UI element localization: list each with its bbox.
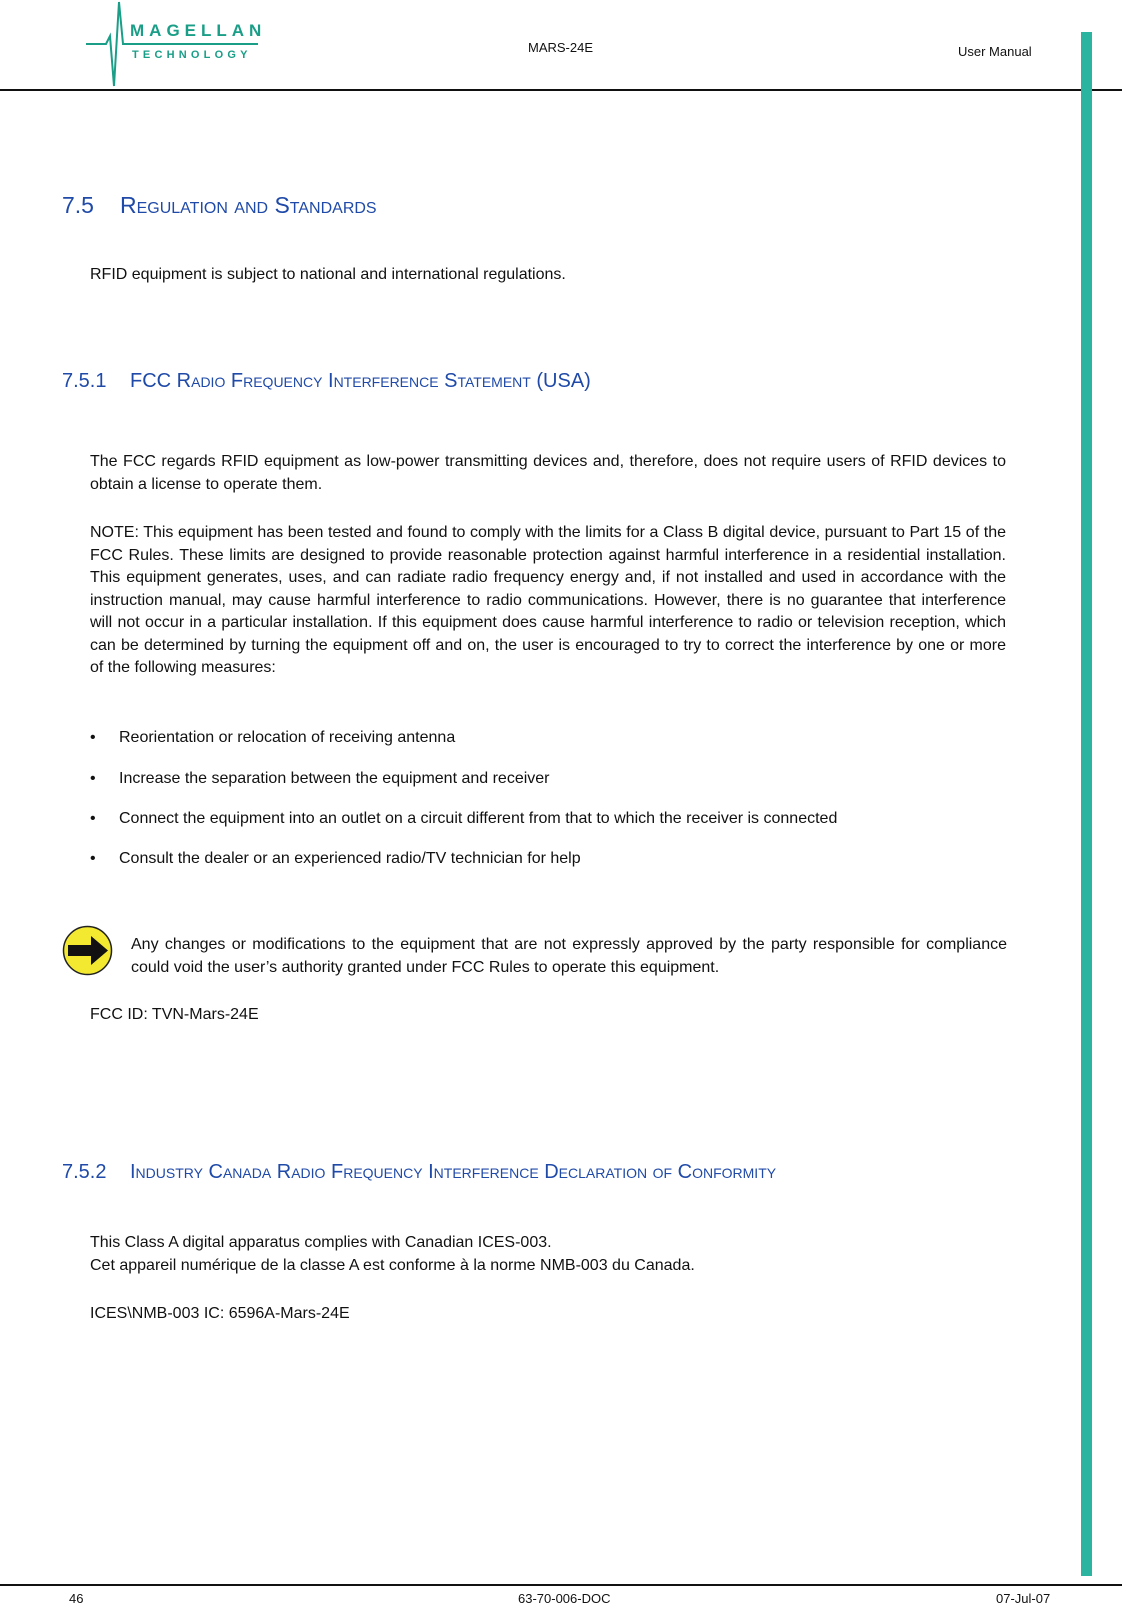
canada-heading (62, 1161, 776, 1184)
fcc-id: FCC ID: TVN-Mars-24E (90, 1006, 259, 1023)
section-intro: RFID equipment is subject to national and international regulations. (90, 266, 566, 283)
bullet-item: Reorientation or relocation of receiving antenna (119, 729, 456, 746)
canada-number: 7.5.2 (62, 1161, 107, 1183)
compliance-note: Any changes or modifications to the equipment that are not expressly approved by the party responsible for compliance could void the user’s authority granted under FCC Rules to operate this equipment. (131, 936, 1007, 976)
canada-statement-en: This Class A digital apparatus complies with Canadian ICES-003. (90, 1234, 552, 1251)
footer-doc-number: 63-70-006-DOC (518, 1591, 611, 1606)
footer-divider (0, 1584, 1122, 1586)
arrow-right-icon (62, 925, 113, 976)
page-number: 46 (69, 1591, 84, 1606)
bullet-item: Consult the dealer or an experienced radio/TV technician for help (119, 850, 581, 867)
ic-id: ICES\NMB-003 IC: 6596A-Mars-24E (90, 1305, 350, 1322)
section-number: 7.5 (62, 192, 94, 218)
header-document-name: MARS-24E (528, 40, 594, 55)
header-divider (0, 89, 1122, 91)
bullet-marker: • (90, 850, 96, 867)
fcc-note-paragraph: NOTE: This equipment has been tested and found to comply with the limits for a Class B digital device, pursuant to Part 15 of the FCC Rules. These limits are designed to provide reasonable protection against harmful interference in a residential installation. This equipment generates, uses, and can radiate radio frequency energy and, if not installed and used in accordance with the instruction manual, may cause harmful interference to radio communications. However, there is no guarantee that interference will not occur in a particular installation. If this equipment does cause harmful interference to radio or television reception, which can be determined by turning the equipment off and on, the user is encouraged to try to correct the interference by one or more of the following measures: (90, 524, 1006, 676)
fcc-title: FCC Radio Frequency Interference Statement (USA) (130, 370, 591, 392)
fcc-heading (62, 370, 591, 393)
bullet-marker: • (90, 770, 96, 787)
section-heading (62, 192, 377, 219)
fcc-number: 7.5.1 (62, 370, 107, 392)
company-logo (86, 0, 266, 88)
logo-wordmark-top: MAGELLAN (130, 21, 266, 40)
footer-date: 07-Jul-07 (996, 1591, 1051, 1606)
section-title: Regulation and Standards (120, 192, 377, 218)
side-accent-bar (1081, 32, 1092, 1576)
logo-wordmark-bottom: TECHNOLOGY (132, 49, 252, 61)
header-manual-label: User Manual (958, 44, 1032, 59)
bullet-marker: • (90, 729, 96, 746)
canada-statement-fr: Cet appareil numérique de la classe A est conforme à la norme NMB-003 du Canada. (90, 1257, 695, 1274)
bullet-marker: • (90, 810, 96, 827)
canada-title: Industry Canada Radio Frequency Interference Declaration of Conformity (130, 1161, 777, 1183)
bullet-item: Increase the separation between the equipment and receiver (119, 770, 550, 787)
fcc-paragraph-1: The FCC regards RFID equipment as low-power transmitting devices and, therefore, does not require users of RFID devices to obtain a license to operate them. (90, 453, 1006, 493)
bullet-item: Connect the equipment into an outlet on a circuit different from that to which the receiver is connected (119, 810, 838, 827)
